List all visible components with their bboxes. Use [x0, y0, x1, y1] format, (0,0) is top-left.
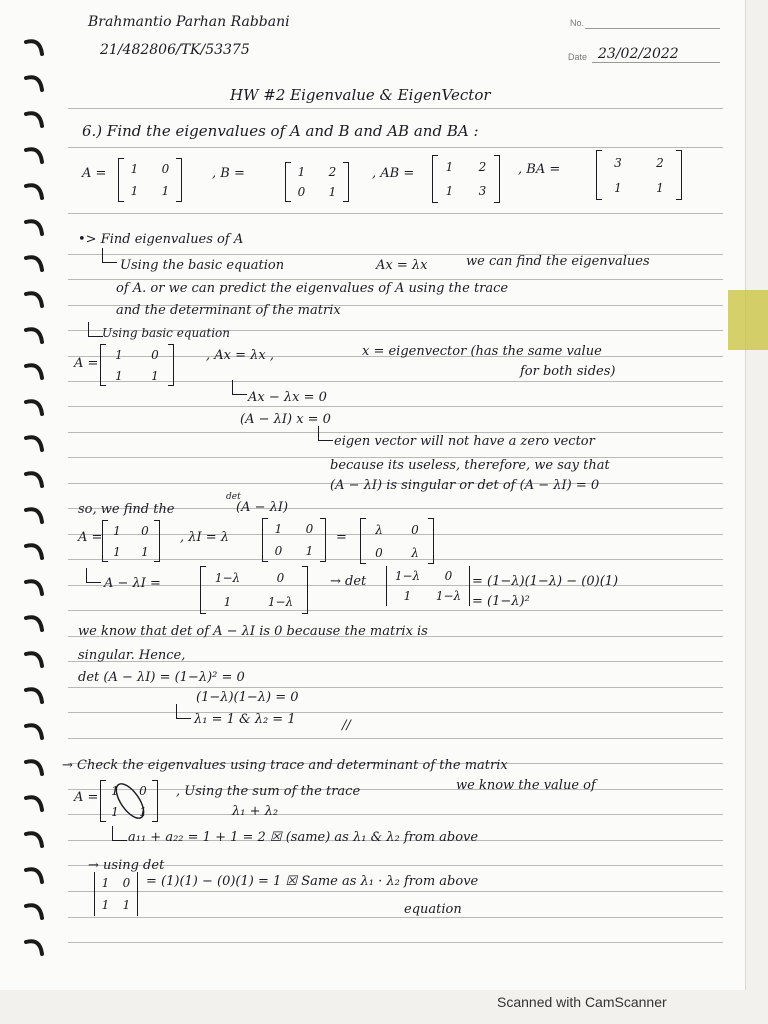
matrix-cell: 1	[139, 804, 147, 819]
ring-icon	[26, 509, 42, 522]
ring-icon	[26, 329, 42, 342]
matrix-cell: 2	[328, 165, 337, 179]
ring-icon	[26, 149, 42, 162]
line-equation: Ax = λx	[376, 258, 428, 273]
line-find-values: we can find the eigenvalues	[466, 254, 650, 269]
matrix-cell: 1−λ	[267, 595, 294, 609]
matrix-ab	[432, 155, 500, 203]
ring-icon	[26, 653, 42, 666]
line-lambda-result: λ₁ = 1 & λ₂ = 1	[194, 712, 296, 727]
matrix-cell: 0	[161, 162, 170, 176]
matrix-cell: 0	[122, 876, 131, 890]
no-label: No.	[570, 18, 585, 28]
ring-icon	[26, 761, 42, 774]
ring-icon	[26, 41, 42, 54]
determinant-a	[94, 872, 138, 916]
matrix-cell: 1	[656, 180, 664, 195]
ring-icon	[26, 77, 42, 90]
matrix-cell: 1	[111, 783, 119, 798]
matrix-a-3	[102, 520, 160, 562]
matrix-cell: 1−λ	[435, 589, 462, 603]
line-determinant: and the determinant of the matrix	[116, 303, 341, 318]
ring-icon	[26, 617, 42, 630]
ruled-line	[68, 610, 723, 611]
ring-icon	[26, 221, 42, 234]
no-line	[585, 28, 720, 29]
line-ax: , Ax = λx ,	[206, 348, 274, 363]
ring-icon	[26, 797, 42, 810]
ruled-line	[68, 891, 723, 892]
matrix-cell: 1	[111, 804, 119, 819]
arrow-hook-icon	[318, 426, 333, 441]
matrix-ba	[596, 150, 682, 200]
matrix-cell: 1	[130, 162, 139, 176]
matrix-a-minus-lambda	[200, 566, 308, 614]
matrix-cell: 1−λ	[394, 569, 421, 583]
ring-icon	[26, 473, 42, 486]
matrix-identity	[262, 518, 326, 562]
line-basic-equation: Using the basic equation	[120, 258, 285, 273]
arrow-hook-icon	[86, 568, 101, 583]
matrix-cell: 1	[297, 165, 306, 179]
line-using-det: → using det	[88, 858, 165, 873]
matrix-cell: 1	[305, 544, 314, 558]
ring-icon	[26, 257, 42, 270]
line-singular-hence: singular. Hence,	[78, 648, 186, 663]
matrix-cell: 1	[161, 184, 170, 198]
ring-icon	[26, 437, 42, 450]
matrix-cell: 1	[614, 180, 622, 195]
line-singular: (A − λI) is singular or det of (A − λI) = 0	[330, 478, 600, 493]
binding-rings	[18, 30, 52, 980]
matrix-cell: 0	[139, 783, 147, 798]
a-label-2: A =	[74, 356, 99, 371]
page-title: HW #2 Eigenvalue & EigenVector	[230, 86, 491, 104]
arrow-hook-icon	[232, 380, 247, 395]
arrow-hook-icon	[176, 704, 191, 719]
line-ax-minus: Ax − λx = 0	[248, 390, 327, 405]
ring-icon	[26, 293, 42, 306]
ruled-line	[68, 213, 723, 214]
matrix-cell: 2	[656, 155, 664, 170]
matrix-cell: 0	[151, 347, 159, 362]
ba-label: , BA =	[518, 162, 561, 177]
matrix-cell: λ	[411, 545, 419, 560]
line-zero-vector: eigen vector will not have a zero vector	[334, 434, 595, 449]
line-predict: of A. or we can predict the eigenvalues of A using the trace	[116, 281, 509, 296]
matrix-cell: 1	[328, 185, 337, 199]
line-lambda-sum: λ₁ + λ₂	[232, 804, 279, 819]
line-a-lambda: (A − λI) x = 0	[240, 412, 331, 427]
line-equation-end: equation	[404, 902, 462, 917]
determinant-a-minus-lambda	[386, 566, 470, 606]
ring-icon	[26, 869, 42, 882]
line-end-mark: //	[342, 718, 351, 733]
ring-icon	[26, 185, 42, 198]
ring-icon	[26, 725, 42, 738]
ruled-line	[68, 406, 723, 407]
matrix-cell: 0	[444, 569, 453, 583]
line-both-sides: for both sides)	[520, 364, 616, 379]
line-check: → Check the eigenvalues using trace and determinant of the matrix	[62, 758, 508, 773]
ruled-line	[68, 712, 723, 713]
ring-icon	[26, 905, 42, 918]
line-det-arrow: → det	[330, 574, 367, 589]
ruled-line	[68, 917, 723, 918]
det-superscript: det	[226, 492, 241, 502]
line-factored: (1−λ)(1−λ) = 0	[196, 690, 299, 705]
line-we-know: we know that det of A − λI is 0 because the matrix is	[78, 624, 428, 639]
matrix-cell: 0	[297, 185, 306, 199]
matrix-cell: 0	[411, 522, 419, 537]
a-label-4: A =	[74, 790, 99, 805]
line-det-eq: det (A − λI) = (1−λ)² = 0	[78, 670, 245, 685]
date-value: 23/02/2022	[598, 46, 679, 62]
matrix-cell: 1	[101, 876, 110, 890]
matrix-cell: 1	[141, 544, 149, 559]
ruled-line	[68, 108, 723, 109]
ring-icon	[26, 581, 42, 594]
ruled-line	[68, 942, 723, 943]
matrix-cell: 1−λ	[214, 571, 241, 585]
matrix-cell: 0	[276, 571, 285, 585]
matrix-a	[118, 158, 182, 202]
date-line	[592, 62, 720, 63]
date-label: Date	[568, 52, 588, 62]
matrix-cell: 1	[403, 589, 412, 603]
line-det-check: = (1)(1) − (0)(1) = 1 ☒ Same as λ₁ · λ₂ from above	[146, 874, 479, 889]
a-label-3: A =	[78, 530, 103, 545]
ruled-line	[68, 147, 723, 148]
matrix-a-2	[100, 344, 174, 386]
ab-label: , AB =	[372, 166, 415, 181]
ruled-line	[68, 687, 723, 688]
arrow-hook-icon	[112, 826, 127, 841]
matrix-cell: 0	[375, 545, 383, 560]
equals-sign: =	[336, 530, 347, 545]
line-useless: because its useless, therefore, we say that	[330, 458, 610, 473]
line-so-find: so, we find the	[78, 502, 175, 517]
line-x-eigenvector: x = eigenvector (has the same value	[362, 344, 602, 359]
line-a-minus-lambda: A − λI =	[104, 576, 161, 591]
matrix-cell: 3	[614, 155, 622, 170]
line-det-result: = (1−λ)²	[472, 594, 530, 609]
a-label: A =	[82, 166, 107, 181]
matrix-cell: 0	[141, 523, 149, 538]
matrix-cell: 1	[115, 347, 123, 362]
diagonal-circle-icon	[110, 778, 150, 824]
matrix-cell: 1	[101, 898, 110, 912]
ruled-line	[68, 865, 723, 866]
matrix-cell: 1	[113, 523, 121, 538]
line-sum-trace: , Using the sum of the trace	[176, 784, 361, 799]
student-id: 21/482806/TK/53375	[100, 42, 250, 58]
ring-icon	[26, 401, 42, 414]
ring-icon	[26, 689, 42, 702]
matrix-cell: 1	[223, 595, 232, 609]
ruled-line	[68, 814, 723, 815]
matrix-cell: 3	[478, 184, 487, 198]
line-det-expansion: = (1−λ)(1−λ) − (0)(1)	[472, 574, 619, 589]
ruled-line	[68, 738, 723, 739]
ring-icon	[26, 545, 42, 558]
ruled-line	[68, 432, 723, 433]
ring-icon	[26, 833, 42, 846]
line-lambda-i: , λI = λ	[180, 530, 230, 545]
ruled-line	[68, 789, 723, 790]
matrix-cell: 1	[122, 898, 131, 912]
matrix-cell: 1	[115, 368, 123, 383]
ruled-line	[68, 279, 723, 280]
line-know-value: we know the value of	[456, 778, 596, 793]
b-label: , B =	[212, 166, 245, 181]
matrix-b	[285, 162, 349, 202]
matrix-cell: 1	[274, 522, 283, 536]
line-a-lambda-2: (A − λI)	[236, 500, 289, 515]
matrix-cell: 1	[151, 368, 159, 383]
matrix-cell: 1	[445, 160, 454, 174]
student-name: Brahmantio Parhan Rabbani	[88, 14, 290, 30]
line-using-basic: Using basic equation	[102, 326, 230, 340]
matrix-cell: 1	[130, 184, 139, 198]
matrix-lambda	[360, 518, 434, 564]
matrix-cell: 2	[478, 160, 487, 174]
matrix-cell: 0	[305, 522, 314, 536]
scanner-watermark: Scanned with CamScanner	[497, 994, 667, 1010]
arrow-hook-icon	[88, 322, 103, 337]
matrix-cell: λ	[375, 522, 383, 537]
line-find-eigenvalues: •> Find eigenvalues of A	[78, 232, 244, 247]
question: 6.) Find the eigenvalues of A and B and AB and BA :	[82, 122, 479, 140]
ring-icon	[26, 365, 42, 378]
line-trace-result: a₁₁ + a₂₂ = 1 + 1 = 2 ☒ (same) as λ₁ & λ₂ from above	[128, 830, 479, 845]
matrix-cell: 1	[113, 544, 121, 559]
ring-icon	[26, 113, 42, 126]
matrix-cell: 1	[445, 184, 454, 198]
ring-icon	[26, 941, 42, 954]
arrow-hook-icon	[102, 248, 117, 263]
matrix-cell: 0	[274, 544, 283, 558]
background-edge	[728, 290, 768, 350]
